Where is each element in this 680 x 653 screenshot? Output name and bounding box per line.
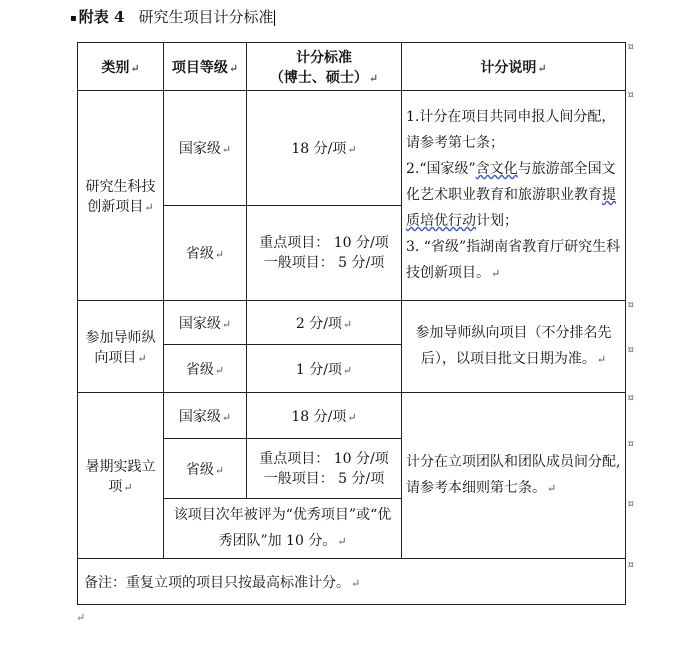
excellence-bonus: 该项目次年被评为“优秀项目”或“优秀团队”加 10 分。↵ [164, 499, 402, 559]
explanation-summer-practice: 计分在立项团队和团队成员间分配,请参考本细则第七条。↵ [402, 393, 626, 559]
title-text: 研究生项目计分标准 [138, 8, 274, 26]
category-summer-practice: 暑期实践立项↵ [78, 393, 164, 559]
table-row [78, 301, 626, 345]
table-note: 备注：重复立项的项目只按最高标准计分。↵ [78, 559, 626, 605]
score-provincial: 1 分/项↵ [247, 345, 402, 393]
header-category: 类别↵ [78, 43, 164, 91]
explanation-item-1: 1.计分在项目共同申报人间分配， 请参考第七条； [406, 109, 616, 151]
score-national: 18 分/项↵ [247, 393, 402, 439]
cell-end-mark: ¤ [627, 393, 634, 404]
text-cursor [274, 10, 275, 26]
cell-end-mark: ¤ [627, 499, 634, 510]
explanation-item-2: 2.“国家级”含文化与旅游部全国文化艺术职业教育和旅游职业教育提质培优行动计划； [406, 161, 616, 229]
category-research-innovation: 研究生科技创新项目↵ [78, 91, 164, 301]
header-level: 项目等级↵ [164, 43, 247, 91]
level-national: 国家级↵ [164, 301, 247, 345]
score-national: 18 分/项↵ [247, 91, 402, 206]
table-row [78, 393, 626, 439]
cell-end-mark: ¤ [627, 439, 634, 450]
cell-end-mark: ¤ [627, 345, 634, 356]
document-title [70, 6, 275, 27]
header-standard: 计分标准 （博士、硕士）↵ [247, 43, 402, 91]
note-row [78, 559, 626, 605]
level-national: 国家级↵ [164, 393, 247, 439]
header-row [78, 43, 626, 91]
table-row [78, 91, 626, 206]
header-explanation: 计分说明↵ [402, 43, 626, 91]
level-provincial: 省级↵ [164, 439, 247, 499]
cell-end-mark: ¤ [627, 90, 634, 101]
level-provincial: 省级↵ [164, 206, 247, 301]
score-provincial: 重点项目： 10 分/项 一般项目： 5 分/项 [247, 439, 402, 499]
paragraph-mark: ↵ [76, 611, 86, 624]
cell-end-mark: ¤ [627, 42, 634, 53]
level-national: 国家级↵ [164, 91, 247, 206]
category-advisor-projects: 参加导师纵向项目↵ [78, 301, 164, 393]
list-bullet: ▪ [70, 12, 77, 24]
cell-end-mark: ¤ [627, 300, 634, 311]
explanation-research-innovation [402, 91, 626, 301]
cell-end-mark: ¤ [627, 560, 634, 571]
explanation-item-3: 3. “省级”指湖南省教育厅研究生科技创新项目。↵ [406, 239, 621, 281]
scoring-table [77, 42, 626, 605]
score-provincial: 重点项目： 10 分/项 一般项目： 5 分/项 [247, 206, 402, 301]
level-provincial: 省级↵ [164, 345, 247, 393]
score-national: 2 分/项↵ [247, 301, 402, 345]
explanation-advisor-projects: 参加导师纵向项目（不分排名先后），以项目批文日期为准。↵ [402, 301, 626, 393]
appendix-number: 附表 4 [78, 8, 125, 26]
